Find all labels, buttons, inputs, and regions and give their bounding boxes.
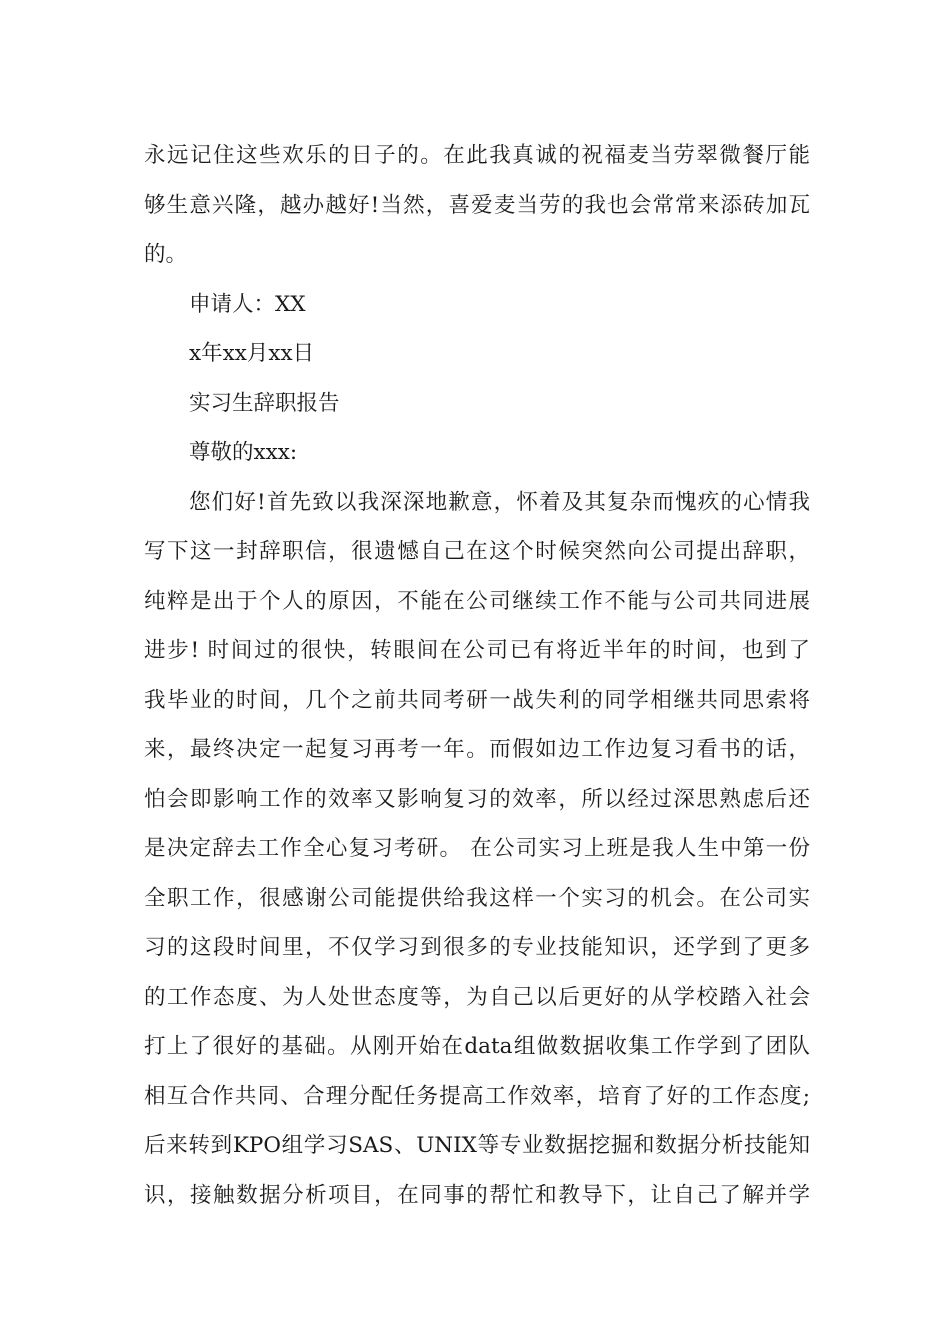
text-line: 的工作态度、为人处世态度等，为自己以后更好的从学校踏入社会 bbox=[144, 984, 810, 1010]
text-line: 打上了很好的基础。从刚开始在data组做数据收集工作学到了团队 bbox=[144, 1034, 810, 1059]
text-line: 来，最终决定一起复习再考一年。而假如边工作边复习看书的话， bbox=[144, 737, 810, 762]
text-line: 永远记住这些欢乐的日子的。在此我真诚的祝福麦当劳翠微餐厅能 bbox=[144, 143, 810, 168]
document-body bbox=[144, 131, 810, 1220]
text-line: 后来转到KPO组学习SAS、UNIX等专业数据挖掘和数据分析技能知 bbox=[144, 1133, 810, 1158]
text-line: 识，接触数据分析项目，在同事的帮忙和教导下，让自己了解并学 bbox=[144, 1182, 810, 1208]
text-line: 全职工作，很感谢公司能提供给我这样一个实习的机会。在公司实 bbox=[144, 885, 810, 911]
text-line: 写下这一封辞职信，很遗憾自己在这个时候突然向公司提出辞职， bbox=[144, 539, 810, 564]
text-line: 纯粹是出于个人的原因，不能在公司继续工作不能与公司共同进展 bbox=[144, 588, 810, 614]
text-line: 是决定辞去工作全心复习考研。 在公司实习上班是我人生中第一份 bbox=[144, 836, 810, 861]
text-line: 尊敬的xxx: bbox=[189, 440, 298, 465]
text-line: 习的这段时间里，不仅学习到很多的专业技能知识，还学到了更多 bbox=[144, 935, 810, 960]
text-line: 进步! 时间过的很快，转眼间在公司已有将近半年的时间，也到了 bbox=[144, 638, 810, 663]
text-line: 相互合作共同、合理分配任务提高工作效率，培育了好的工作态度; bbox=[144, 1083, 810, 1109]
text-line: x年xx月xx日 bbox=[189, 341, 315, 366]
text-line: 的。 bbox=[144, 242, 188, 267]
text-line: 实习生辞职报告 bbox=[189, 390, 340, 416]
text-line: 我毕业的时间，几个之前共同考研一战失利的同学相继共同思索将 bbox=[144, 687, 810, 713]
text-line: 您们好!首先致以我深深地歉意，怀着及其复杂而愧疚的心情我 bbox=[189, 489, 810, 515]
text-line: 怕会即影响工作的效率又影响复习的效率，所以经过深思熟虑后还 bbox=[144, 786, 810, 812]
text-line: 申请人：XX bbox=[189, 291, 306, 317]
text-line: 够生意兴隆，越办越好!当然，喜爱麦当劳的我也会常常来添砖加瓦 bbox=[144, 192, 810, 218]
